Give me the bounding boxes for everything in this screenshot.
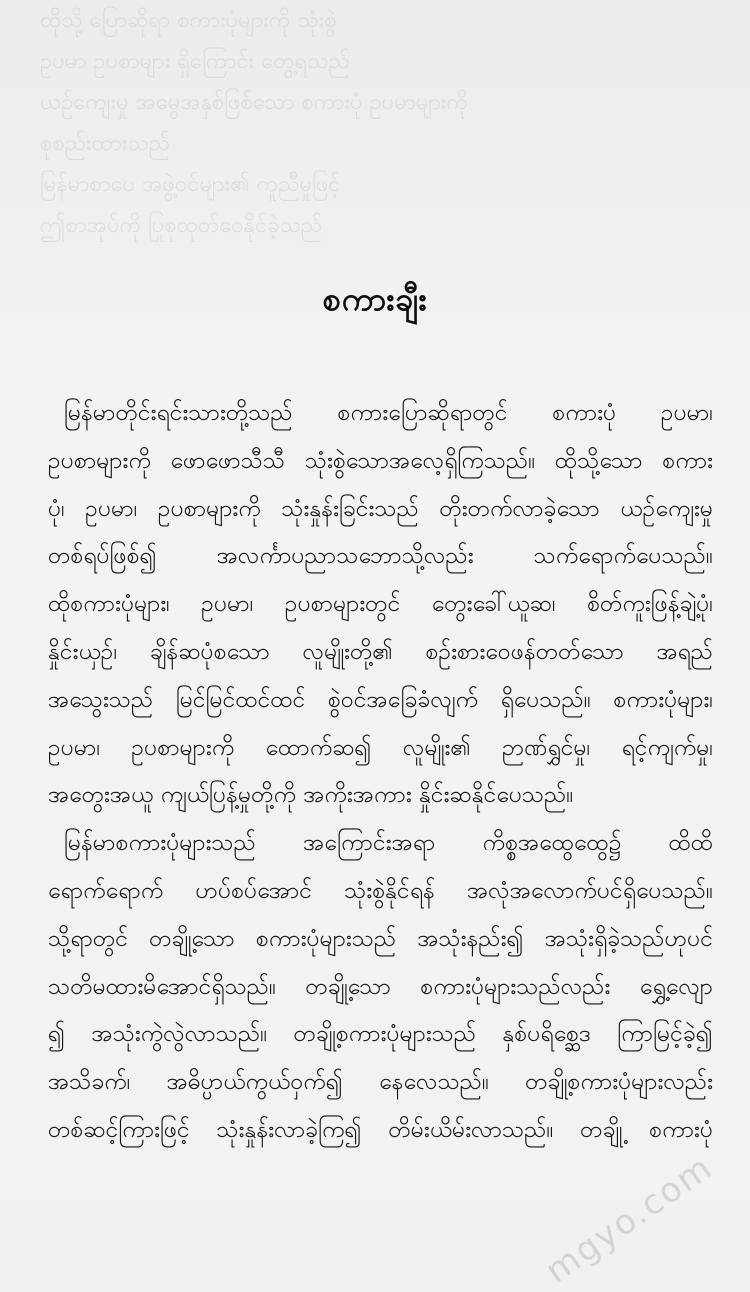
paragraph [48,820,713,1155]
text-line: အတွေးအယူ ကျယ်ပြန့်မှုတို့ကို အကိုးအကား နှိုင်းဆနိုင်ပေသည်။ [48,782,574,809]
text-line: ဥပမာ၊ ဥပစာများကို ထောက်ဆ၍ လူမျိုး၏ ဉာဏ်ရွှင်မှု၊ ရင့်ကျက်မှု၊ [48,734,713,761]
text-line: ရောက်ရောက် ဟပ်စပ်အောင် သုံးစွဲနိုင်ရန် အလုံအလောက်ပင်ရှိပေသည်။ [48,877,713,904]
paragraph [48,390,713,820]
text-line: တစ်ရပ်ဖြစ်၍ အလင်္ကာပညာသဘောသို့လည်း သက်ရောက်ပေသည်။ [48,543,713,570]
text-line: အသွေးသည် မြင်မြင်ထင်ထင် စွဲဝင်အခြေခံလျက် ရှိပေသည်။ စကားပုံများ၊ [48,686,713,713]
text-line: ၍ အသုံးကွဲလွဲလာသည်။ တချို့စကားပုံများသည် နှစ်ပရိစ္ဆေဒ ကြာမြင့်ခဲ့၍ [48,1021,713,1048]
text-line: သတိမထားမိအောင်ရှိသည်။ တချို့သော စကားပုံများသည်လည်း ရွှေ့လျော [48,973,713,1000]
text-line: မြန်မာစကားပုံများသည် အကြောင်းအရာ ကိစ္စအထွေထွေ၌ ထိထိ [64,830,713,857]
bleed-through-text: ထိုသို့ ပြောဆိုရာ စကားပုံများကို သုံးစွဲ ဥပမာ ဥပစာများ ရှိကြောင်း တွေ့ရသည် ယဉ်ကျေးမှု အမွေအနှစ်ဖြစ်သော စကားပုံ ဥပမာများကို စုစည်းထားသည် မြန်မာစာပေ အဖွဲ့ဝင်များ၏ ကူညီမှုဖြင့် ဤစာအုပ်ကို ပြုစုထုတ်ဝေနိုင်ခဲ့သည် [40,8,468,238]
text-line: အသိခက်၊ အဓိပ္ပာယ်ကွယ်ဝှက်၍ နေလေသည်။ တချို့စကားပုံများလည်း [48,1069,713,1096]
body-text [48,390,713,1155]
text-line: နှိုင်းယှဉ်၊ ချိန်ဆပုံစသော လူမျိုးတို့၏ စဉ်းစားဝေဖန်တတ်သော အရည် [48,638,713,665]
text-line: သို့ရာတွင် တချို့သော စကားပုံများသည် အသုံးနည်း၍ အသုံးရှိခဲ့သည်ဟုပင် [48,925,713,952]
text-line: တစ်ဆင့်ကြားဖြင့် သုံးနှုန်းလာခဲ့ကြ၍ တိမ်းယိမ်းလာသည်။ တချို့ စကားပုံ [48,1116,713,1143]
text-line: ပုံ၊ ဥပမာ၊ ဥပစာများကို သုံးနှုန်းခြင်းသည် တိုးတက်လာခဲ့သော ယဉ်ကျေးမှု [48,495,713,522]
watermark: mgyo.com [537,1147,720,1292]
text-line: ဥပစာများကို ဖောဖောသီသီ သုံးစွဲသောအလေ့ရှိကြသည်။ ထိုသို့သော စကား [48,447,713,474]
text-line: မြန်မာတိုင်းရင်းသားတို့သည် စကားပြောဆိုရာတွင် စကားပုံ ဥပမာ၊ [64,400,713,426]
text-line: ထိုစကားပုံများ၊ ဥပမာ၊ ဥပစာများတွင် တွေးခေါ်ယူဆ၊ စိတ်ကူးဖြန့်ချဲ့ပုံ၊ [48,591,713,618]
chapter-title: စကားချီး [322,280,428,318]
